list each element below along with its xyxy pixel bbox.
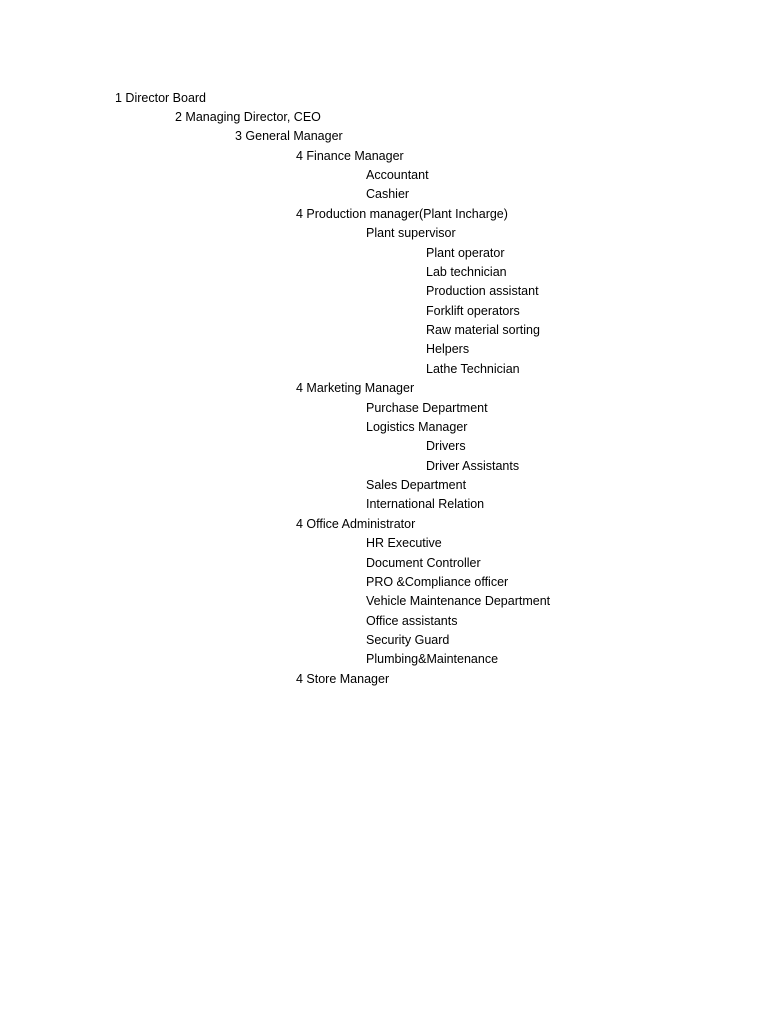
- entry-international-relation: International Relation: [366, 497, 485, 511]
- entry-lathe-technician: Lathe Technician: [426, 362, 520, 376]
- entry-production-manager: 4 Production manager(Plant Incharge): [296, 207, 508, 221]
- entry-sales-department: Sales Department: [366, 478, 467, 492]
- entry-document-controller: Document Controller: [366, 556, 481, 570]
- entry-cashier: Cashier: [366, 187, 410, 201]
- entry-plant-supervisor: Plant supervisor: [366, 226, 456, 240]
- entry-office-administrator: 4 Office Administrator: [296, 517, 416, 531]
- entry-vehicle-maintenance-department: Vehicle Maintenance Department: [366, 594, 551, 608]
- entry-helpers: Helpers: [426, 342, 470, 356]
- entry-security-guard: Security Guard: [366, 633, 450, 647]
- entry-office-assistants: Office assistants: [366, 614, 458, 628]
- entry-logistics-manager: Logistics Manager: [366, 420, 468, 434]
- entry-general-manager: 3 General Manager: [235, 129, 343, 143]
- entry-hr-executive: HR Executive: [366, 536, 442, 550]
- entry-purchase-department: Purchase Department: [366, 401, 488, 415]
- entry-raw-material-sorting: Raw material sorting: [426, 323, 540, 337]
- entry-pro-compliance-officer: PRO &Compliance officer: [366, 575, 509, 589]
- entry-lab-technician: Lab technician: [426, 265, 507, 279]
- entry-driver-assistants: Driver Assistants: [426, 459, 520, 473]
- entry-managing-director: 2 Managing Director, CEO: [175, 110, 321, 124]
- entry-marketing-manager: 4 Marketing Manager: [296, 381, 415, 395]
- entry-forklift-operators: Forklift operators: [426, 304, 520, 318]
- entry-accountant: Accountant: [366, 168, 429, 182]
- entry-director-board: 1 Director Board: [115, 91, 207, 105]
- entry-production-assistant: Production assistant: [426, 284, 539, 298]
- entry-finance-manager: 4 Finance Manager: [296, 149, 404, 163]
- entry-store-manager: 4 Store Manager: [296, 672, 390, 686]
- entry-plumbing-maintenance: Plumbing&Maintenance: [366, 652, 499, 666]
- entry-drivers: Drivers: [426, 439, 466, 453]
- entry-plant-operator: Plant operator: [426, 246, 505, 260]
